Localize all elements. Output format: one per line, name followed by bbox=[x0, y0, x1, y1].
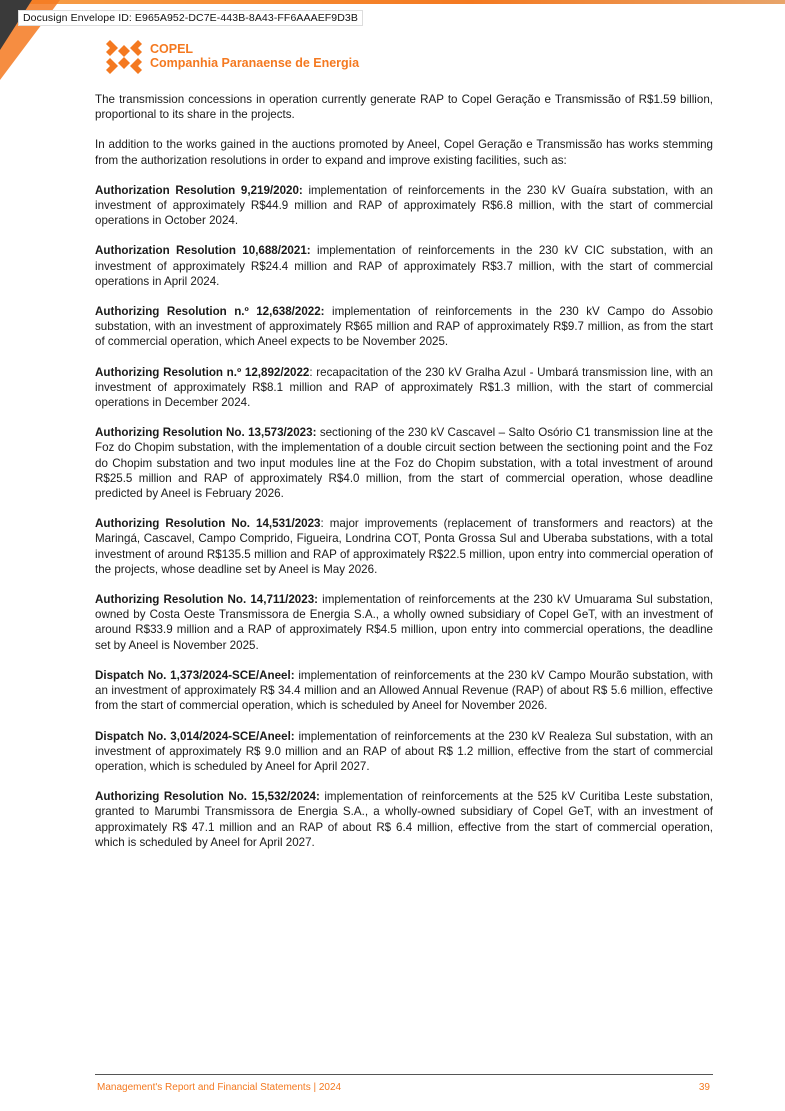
document-body bbox=[95, 92, 713, 865]
resolution-item bbox=[95, 365, 713, 411]
resolution-title: Authorizing Resolution No. 14,531/2023 bbox=[95, 517, 321, 531]
resolution-text: : recapacitation of the 230 kV Gralha Azul - Umbará transmission line, with an investment of approximately R$8.1 million and RAP of approximately R$1.3 million, with the start of commercial operations in December 2024. bbox=[95, 365, 713, 410]
resolution-item bbox=[95, 516, 713, 577]
resolution-item bbox=[95, 592, 713, 653]
resolution-item bbox=[95, 789, 713, 850]
resolution-title: Authorizing Resolution n.º 12,638/2022: bbox=[95, 305, 325, 319]
resolution-text: implementation of reinforcements in the 230 kV Guaíra substation, with an investment of approximately R$44.9 million and RAP of approximately R$6.8 million, with the start of commercial operations in October 2024. bbox=[95, 183, 713, 228]
resolution-item bbox=[95, 243, 713, 289]
intro-paragraph: The transmission concessions in operation currently generate RAP to Copel Geração e Transmissão of R$1.59 billion, proportional to its share in the projects. bbox=[95, 93, 713, 122]
resolution-item bbox=[95, 183, 713, 229]
dispatch-item bbox=[95, 729, 713, 775]
page-number: 39 bbox=[698, 1082, 710, 1093]
intro-paragraph: In addition to the works gained in the auctions promoted by Aneel, Copel Geração e Transmissão has works stemming from the authorization resolutions in order to expand and improve existing facilities, such as: bbox=[95, 138, 713, 167]
resolution-title: Authorization Resolution 9,219/2020: bbox=[95, 183, 303, 197]
copel-logo bbox=[106, 40, 359, 74]
resolution-title: Authorizing Resolution No. 15,532/2024: bbox=[95, 790, 320, 804]
resolution-item bbox=[95, 304, 713, 350]
resolution-title: Authorization Resolution 10,688/2021: bbox=[95, 244, 311, 258]
resolution-item bbox=[95, 425, 713, 501]
resolution-text: implementation of reinforcements in the 230 kV CIC substation, with an investment of approximately R$24.4 million and RAP of approximately R$3.7 million, with the start of commercial operations in April 2024. bbox=[95, 244, 713, 288]
dispatch-title: Dispatch No. 1,373/2024-SCE/Aneel: bbox=[95, 668, 295, 682]
top-accent-bar bbox=[0, 0, 785, 4]
footer-report-title: Management's Report and Financial Statements | 2024 bbox=[97, 1082, 342, 1093]
resolution-text: implementation of reinforcements at the 525 kV Curitiba Leste substation, granted to Marumbi Transmissora de Energia S.A., a wholly-owned subsidiary of Copel GeT, with an investment of approximately R$ 47.1 million and an RAP of about R$ 6.4 million, effective from the start of commercial operation, which is scheduled by Aneel for April 2027. bbox=[95, 790, 713, 849]
envelope-id: Docusign Envelope ID: E965A952-DC7E-443B-8A43-FF6AAAEF9D3B bbox=[18, 10, 363, 26]
dispatch-text: implementation of reinforcements at the 230 kV Realeza Sul substation, with an investment of approximately R$ 9.0 million and an RAP of about R$ 1.2 million, effective from the start of commercial operation, which is scheduled by Aneel for April 2027. bbox=[95, 729, 713, 773]
copel-logo-icon bbox=[106, 40, 142, 74]
resolution-text: : major improvements (replacement of transformers and reactors) at the Maringá, Cascavel, Campo Comprido, Figueira, Londrina COT, Ponta Grossa Sul and Uberaba substations, with a total investment of around R$135.5 million and RAP of approximately R$22.5 million, upon entry into commercial operation of the projects, whose deadline set by Aneel is May 2026. bbox=[95, 517, 713, 576]
resolution-title: Authorizing Resolution No. 14,711/2023: bbox=[95, 593, 319, 607]
dispatch-text: implementation of reinforcements at the 230 kV Campo Mourão substation, with an investment of approximately R$ 34.4 million and an Allowed Annual Revenue (RAP) of about R$ 5.6 million, effective from the start of commercial operation, which is scheduled by Aneel for November 2026. bbox=[95, 668, 713, 713]
brand-full-name: Companhia Paranaense de Energia bbox=[150, 56, 360, 70]
footer-divider bbox=[95, 1074, 713, 1075]
dispatch-title: Dispatch No. 3,014/2024-SCE/Aneel: bbox=[95, 729, 295, 743]
brand-name: COPEL bbox=[150, 42, 194, 57]
resolution-title: Authorizing Resolution n.º 12,892/2022 bbox=[95, 365, 310, 379]
dispatch-item bbox=[95, 668, 713, 714]
resolution-text: implementation of reinforcements in the 230 kV Campo do Assobio substation, with an investment of approximately R$65 million and RAP of approximately R$9.7 million, as from the start of commercial operation, which Aneel expects to be November 2025. bbox=[95, 305, 713, 349]
resolution-text: sectioning of the 230 kV Cascavel – Salto Osório C1 transmission line at the Foz do Chopim substation, with the implementation of a double circuit section between the sectioning point and the Foz do Chopim substation and two input modules line at the Foz do Chopim substation, with a total investment of around R$25.5 million and RAP of approximately R$4.0 million, from the start of commercial operation, whose deadline predicted by Aneel is February 2026. bbox=[95, 426, 713, 501]
resolution-title: Authorizing Resolution No. 13,573/2023: bbox=[95, 426, 317, 440]
resolution-text: implementation of reinforcements at the 230 kV Umuarama Sul substation, owned by Costa Oeste Transmissora de Energia S.A., a wholly owned subsidiary of Copel GeT, with an investment of around R$33.9 million and a RAP of approximately R$4.5 million, upon entry into commercial operations, the deadline set by Aneel is November 2025. bbox=[95, 593, 714, 652]
